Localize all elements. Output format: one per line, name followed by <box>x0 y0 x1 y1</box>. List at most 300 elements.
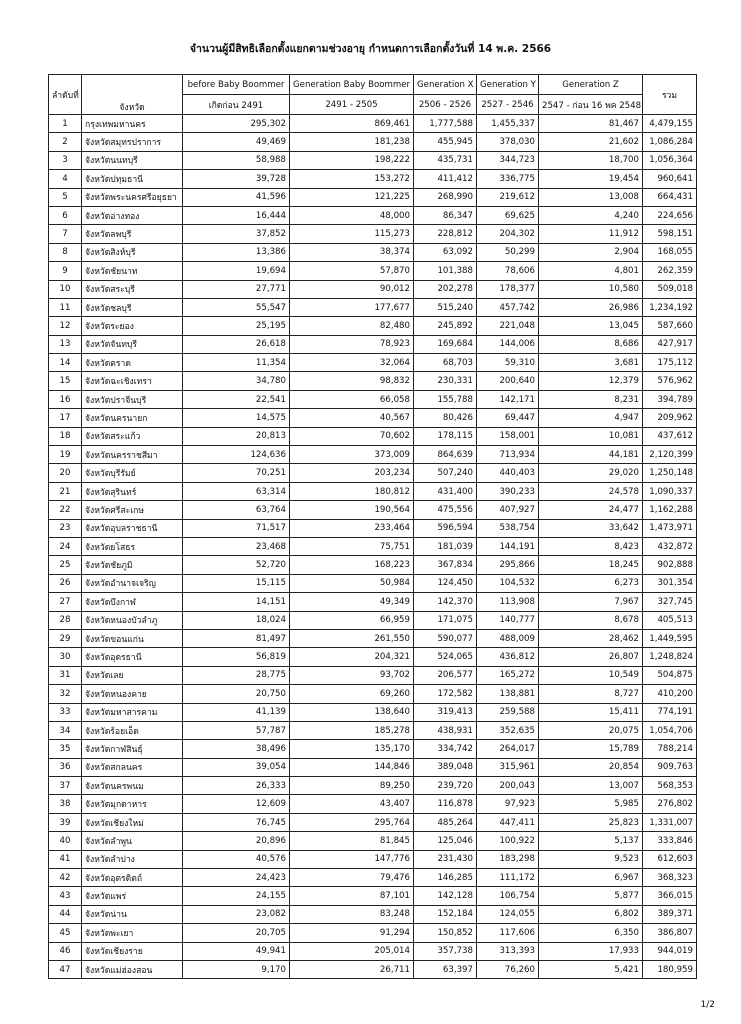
table-body <box>49 115 697 979</box>
cell-idx: 5 <box>49 188 82 206</box>
cell-before-baby-boomer: 38,496 <box>183 740 290 758</box>
header-idx: ลำดับที่ <box>49 75 82 115</box>
cell-total: 1,248,824 <box>643 648 697 666</box>
cell-generation-x: 146,285 <box>414 869 477 887</box>
cell-total: 504,875 <box>643 666 697 684</box>
cell-total: 301,354 <box>643 574 697 592</box>
cell-province: จังหวัดเชียงราย <box>82 942 183 960</box>
cell-baby-boomer: 69,260 <box>290 685 414 703</box>
cell-before-baby-boomer: 22,541 <box>183 390 290 408</box>
cell-generation-z: 15,411 <box>539 703 643 721</box>
cell-before-baby-boomer: 41,139 <box>183 703 290 721</box>
cell-before-baby-boomer: 76,745 <box>183 813 290 831</box>
cell-province: จังหวัดกาฬสินธุ์ <box>82 740 183 758</box>
table-row <box>49 869 697 887</box>
cell-total: 1,331,007 <box>643 813 697 831</box>
cell-generation-x: 206,577 <box>414 666 477 684</box>
cell-before-baby-boomer: 12,609 <box>183 795 290 813</box>
cell-baby-boomer: 147,776 <box>290 850 414 868</box>
cell-generation-z: 10,580 <box>539 280 643 298</box>
cell-total: 333,846 <box>643 832 697 850</box>
cell-idx: 20 <box>49 464 82 482</box>
cell-baby-boomer: 49,349 <box>290 593 414 611</box>
cell-before-baby-boomer: 23,468 <box>183 537 290 555</box>
header-group-range: เกิดก่อน 2491 <box>183 95 290 115</box>
cell-baby-boomer: 48,000 <box>290 206 414 224</box>
cell-before-baby-boomer: 39,054 <box>183 758 290 776</box>
table-row <box>49 335 697 353</box>
cell-generation-z: 4,801 <box>539 262 643 280</box>
cell-before-baby-boomer: 19,694 <box>183 262 290 280</box>
table-row <box>49 280 697 298</box>
cell-generation-y: 538,754 <box>477 519 539 537</box>
cell-generation-x: 1,777,588 <box>414 115 477 133</box>
cell-generation-z: 10,081 <box>539 427 643 445</box>
cell-generation-y: 140,777 <box>477 611 539 629</box>
cell-idx: 27 <box>49 593 82 611</box>
cell-total: 405,513 <box>643 611 697 629</box>
table-row <box>49 372 697 390</box>
cell-generation-z: 9,523 <box>539 850 643 868</box>
cell-generation-x: 202,278 <box>414 280 477 298</box>
cell-before-baby-boomer: 24,155 <box>183 887 290 905</box>
table-row <box>49 685 697 703</box>
cell-before-baby-boomer: 58,988 <box>183 151 290 169</box>
cell-generation-z: 13,007 <box>539 777 643 795</box>
table-row <box>49 850 697 868</box>
cell-before-baby-boomer: 20,705 <box>183 924 290 942</box>
cell-total: 1,086,284 <box>643 133 697 151</box>
cell-province: จังหวัดนครนายก <box>82 409 183 427</box>
cell-total: 1,473,971 <box>643 519 697 537</box>
cell-before-baby-boomer: 14,151 <box>183 593 290 611</box>
table-row <box>49 243 697 261</box>
cell-generation-z: 21,602 <box>539 133 643 151</box>
cell-baby-boomer: 135,170 <box>290 740 414 758</box>
cell-generation-y: 144,006 <box>477 335 539 353</box>
table-row <box>49 225 697 243</box>
table-row <box>49 832 697 850</box>
header-group-range: 2491 - 2505 <box>290 95 414 115</box>
cell-baby-boomer: 93,702 <box>290 666 414 684</box>
cell-total: 598,151 <box>643 225 697 243</box>
table-header <box>49 75 697 115</box>
cell-idx: 21 <box>49 482 82 500</box>
cell-generation-y: 113,908 <box>477 593 539 611</box>
cell-idx: 2 <box>49 133 82 151</box>
cell-idx: 28 <box>49 611 82 629</box>
cell-baby-boomer: 180,812 <box>290 482 414 500</box>
header-group-name: Generation X <box>414 75 477 95</box>
cell-generation-y: 440,403 <box>477 464 539 482</box>
table-row <box>49 740 697 758</box>
table-row <box>49 887 697 905</box>
cell-baby-boomer: 32,064 <box>290 354 414 372</box>
cell-total: 1,162,288 <box>643 501 697 519</box>
cell-generation-x: 245,892 <box>414 317 477 335</box>
cell-generation-x: 228,812 <box>414 225 477 243</box>
cell-generation-z: 8,231 <box>539 390 643 408</box>
cell-idx: 8 <box>49 243 82 261</box>
cell-total: 788,214 <box>643 740 697 758</box>
cell-generation-x: 101,388 <box>414 262 477 280</box>
cell-province: จังหวัดจันทบุรี <box>82 335 183 353</box>
cell-province: จังหวัดอำนาจเจริญ <box>82 574 183 592</box>
header-group-name: before Baby Boommer <box>183 75 290 95</box>
cell-idx: 12 <box>49 317 82 335</box>
cell-generation-x: 455,945 <box>414 133 477 151</box>
cell-generation-y: 106,754 <box>477 887 539 905</box>
cell-generation-z: 24,578 <box>539 482 643 500</box>
cell-idx: 44 <box>49 905 82 923</box>
cell-idx: 41 <box>49 850 82 868</box>
table-row <box>49 262 697 280</box>
table-row <box>49 501 697 519</box>
cell-generation-y: 1,455,337 <box>477 115 539 133</box>
cell-total: 168,055 <box>643 243 697 261</box>
cell-generation-z: 20,854 <box>539 758 643 776</box>
cell-baby-boomer: 90,012 <box>290 280 414 298</box>
cell-baby-boomer: 87,101 <box>290 887 414 905</box>
cell-generation-x: 142,128 <box>414 887 477 905</box>
cell-baby-boomer: 168,223 <box>290 556 414 574</box>
cell-baby-boomer: 115,273 <box>290 225 414 243</box>
cell-baby-boomer: 185,278 <box>290 721 414 739</box>
cell-province: จังหวัดระยอง <box>82 317 183 335</box>
cell-province: จังหวัดหนองคาย <box>82 685 183 703</box>
header-group-name: Generation Baby Boommer <box>290 75 414 95</box>
cell-idx: 47 <box>49 960 82 978</box>
cell-baby-boomer: 121,225 <box>290 188 414 206</box>
table-row <box>49 777 697 795</box>
cell-province: จังหวัดมหาสารคาม <box>82 703 183 721</box>
cell-generation-y: 407,927 <box>477 501 539 519</box>
cell-generation-z: 15,789 <box>539 740 643 758</box>
cell-total: 209,962 <box>643 409 697 427</box>
cell-generation-x: 63,397 <box>414 960 477 978</box>
cell-baby-boomer: 75,751 <box>290 537 414 555</box>
cell-generation-z: 33,642 <box>539 519 643 537</box>
cell-idx: 7 <box>49 225 82 243</box>
cell-total: 437,612 <box>643 427 697 445</box>
cell-before-baby-boomer: 9,170 <box>183 960 290 978</box>
table-row <box>49 298 697 316</box>
cell-generation-x: 63,092 <box>414 243 477 261</box>
cell-idx: 16 <box>49 390 82 408</box>
voter-table <box>48 74 697 979</box>
table-row <box>49 188 697 206</box>
cell-baby-boomer: 70,602 <box>290 427 414 445</box>
cell-before-baby-boomer: 81,497 <box>183 629 290 647</box>
cell-province: จังหวัดนนทบุรี <box>82 151 183 169</box>
cell-before-baby-boomer: 25,195 <box>183 317 290 335</box>
cell-before-baby-boomer: 20,750 <box>183 685 290 703</box>
cell-province: จังหวัดอุดรธานี <box>82 648 183 666</box>
cell-generation-z: 18,700 <box>539 151 643 169</box>
cell-province: จังหวัดชัยนาท <box>82 262 183 280</box>
cell-province: จังหวัดเลย <box>82 666 183 684</box>
cell-generation-y: 69,625 <box>477 206 539 224</box>
cell-baby-boomer: 204,321 <box>290 648 414 666</box>
table-row <box>49 390 697 408</box>
cell-generation-y: 336,775 <box>477 170 539 188</box>
cell-generation-x: 169,684 <box>414 335 477 353</box>
cell-total: 1,234,192 <box>643 298 697 316</box>
cell-idx: 23 <box>49 519 82 537</box>
cell-generation-x: 515,240 <box>414 298 477 316</box>
cell-before-baby-boomer: 18,024 <box>183 611 290 629</box>
cell-province: จังหวัดนครราชสีมา <box>82 446 183 464</box>
cell-before-baby-boomer: 40,576 <box>183 850 290 868</box>
cell-baby-boomer: 181,238 <box>290 133 414 151</box>
cell-generation-x: 231,430 <box>414 850 477 868</box>
cell-generation-y: 124,055 <box>477 905 539 923</box>
cell-province: จังหวัดตราด <box>82 354 183 372</box>
cell-baby-boomer: 78,923 <box>290 335 414 353</box>
cell-total: 1,250,148 <box>643 464 697 482</box>
cell-total: 944,019 <box>643 942 697 960</box>
cell-generation-y: 178,377 <box>477 280 539 298</box>
cell-before-baby-boomer: 41,596 <box>183 188 290 206</box>
cell-generation-z: 5,985 <box>539 795 643 813</box>
cell-total: 327,745 <box>643 593 697 611</box>
cell-generation-x: 116,878 <box>414 795 477 813</box>
cell-generation-z: 3,681 <box>539 354 643 372</box>
cell-before-baby-boomer: 63,764 <box>183 501 290 519</box>
cell-generation-x: 357,738 <box>414 942 477 960</box>
cell-idx: 4 <box>49 170 82 188</box>
cell-generation-y: 344,723 <box>477 151 539 169</box>
cell-province: จังหวัดอุตรดิตถ์ <box>82 869 183 887</box>
cell-before-baby-boomer: 57,787 <box>183 721 290 739</box>
cell-idx: 32 <box>49 685 82 703</box>
table-row <box>49 942 697 960</box>
cell-generation-x: 524,065 <box>414 648 477 666</box>
cell-baby-boomer: 198,222 <box>290 151 414 169</box>
cell-generation-y: 457,742 <box>477 298 539 316</box>
cell-total: 4,479,155 <box>643 115 697 133</box>
cell-baby-boomer: 89,250 <box>290 777 414 795</box>
cell-generation-z: 8,686 <box>539 335 643 353</box>
cell-generation-z: 4,240 <box>539 206 643 224</box>
cell-generation-y: 78,606 <box>477 262 539 280</box>
cell-generation-z: 18,245 <box>539 556 643 574</box>
cell-baby-boomer: 83,248 <box>290 905 414 923</box>
cell-total: 909,763 <box>643 758 697 776</box>
cell-idx: 42 <box>49 869 82 887</box>
cell-total: 410,200 <box>643 685 697 703</box>
cell-idx: 25 <box>49 556 82 574</box>
cell-total: 427,917 <box>643 335 697 353</box>
cell-idx: 1 <box>49 115 82 133</box>
table-row <box>49 905 697 923</box>
cell-idx: 6 <box>49 206 82 224</box>
cell-province: จังหวัดอุบลราชธานี <box>82 519 183 537</box>
cell-idx: 43 <box>49 887 82 905</box>
cell-generation-y: 390,233 <box>477 482 539 500</box>
cell-generation-y: 200,043 <box>477 777 539 795</box>
cell-generation-y: 315,961 <box>477 758 539 776</box>
cell-province: จังหวัดชลบุรี <box>82 298 183 316</box>
cell-idx: 11 <box>49 298 82 316</box>
cell-generation-z: 25,823 <box>539 813 643 831</box>
cell-before-baby-boomer: 52,720 <box>183 556 290 574</box>
cell-generation-x: 864,639 <box>414 446 477 464</box>
cell-province: จังหวัดพะเยา <box>82 924 183 942</box>
cell-generation-z: 2,904 <box>539 243 643 261</box>
cell-generation-y: 259,588 <box>477 703 539 721</box>
cell-idx: 35 <box>49 740 82 758</box>
cell-generation-y: 76,260 <box>477 960 539 978</box>
cell-idx: 19 <box>49 446 82 464</box>
cell-baby-boomer: 38,374 <box>290 243 414 261</box>
cell-province: จังหวัดสระบุรี <box>82 280 183 298</box>
cell-baby-boomer: 50,984 <box>290 574 414 592</box>
cell-baby-boomer: 79,476 <box>290 869 414 887</box>
header-group-name: Generation Y <box>477 75 539 95</box>
cell-generation-z: 10,549 <box>539 666 643 684</box>
cell-province: จังหวัดมุกดาหาร <box>82 795 183 813</box>
cell-generation-x: 475,556 <box>414 501 477 519</box>
cell-idx: 10 <box>49 280 82 298</box>
cell-total: 224,656 <box>643 206 697 224</box>
cell-generation-x: 178,115 <box>414 427 477 445</box>
cell-generation-y: 104,532 <box>477 574 539 592</box>
cell-generation-y: 144,191 <box>477 537 539 555</box>
table-row <box>49 611 697 629</box>
cell-generation-x: 155,788 <box>414 390 477 408</box>
table-row <box>49 317 697 335</box>
cell-generation-y: 138,881 <box>477 685 539 703</box>
cell-before-baby-boomer: 55,547 <box>183 298 290 316</box>
cell-province: จังหวัดฉะเชิงเทรา <box>82 372 183 390</box>
cell-baby-boomer: 190,564 <box>290 501 414 519</box>
table-row <box>49 556 697 574</box>
cell-province: จังหวัดสิงห์บุรี <box>82 243 183 261</box>
page-number: 1/2 <box>700 1000 715 1010</box>
table-row <box>49 115 697 133</box>
cell-total: 902,888 <box>643 556 697 574</box>
table-row <box>49 151 697 169</box>
table-row <box>49 519 697 537</box>
cell-total: 276,802 <box>643 795 697 813</box>
cell-generation-x: 431,400 <box>414 482 477 500</box>
cell-generation-x: 319,413 <box>414 703 477 721</box>
cell-generation-x: 389,048 <box>414 758 477 776</box>
cell-idx: 24 <box>49 537 82 555</box>
cell-baby-boomer: 295,764 <box>290 813 414 831</box>
cell-province: จังหวัดยโสธร <box>82 537 183 555</box>
cell-before-baby-boomer: 34,780 <box>183 372 290 390</box>
cell-generation-y: 59,310 <box>477 354 539 372</box>
cell-idx: 33 <box>49 703 82 721</box>
cell-province: จังหวัดสมุทรปราการ <box>82 133 183 151</box>
cell-before-baby-boomer: 63,314 <box>183 482 290 500</box>
table-row <box>49 409 697 427</box>
cell-generation-x: 125,046 <box>414 832 477 850</box>
cell-idx: 29 <box>49 629 82 647</box>
cell-generation-z: 5,137 <box>539 832 643 850</box>
cell-before-baby-boomer: 11,354 <box>183 354 290 372</box>
cell-idx: 3 <box>49 151 82 169</box>
table-row <box>49 648 697 666</box>
cell-generation-y: 713,934 <box>477 446 539 464</box>
cell-province: จังหวัดหนองบัวลำภู <box>82 611 183 629</box>
cell-total: 366,015 <box>643 887 697 905</box>
table-row <box>49 354 697 372</box>
cell-idx: 15 <box>49 372 82 390</box>
cell-generation-x: 334,742 <box>414 740 477 758</box>
cell-total: 386,807 <box>643 924 697 942</box>
cell-province: จังหวัดสกลนคร <box>82 758 183 776</box>
cell-total: 509,018 <box>643 280 697 298</box>
cell-generation-x: 367,834 <box>414 556 477 574</box>
cell-generation-z: 24,477 <box>539 501 643 519</box>
cell-generation-x: 590,077 <box>414 629 477 647</box>
cell-total: 2,120,399 <box>643 446 697 464</box>
cell-total: 389,371 <box>643 905 697 923</box>
table-row <box>49 206 697 224</box>
cell-province: จังหวัดลำปาง <box>82 850 183 868</box>
cell-before-baby-boomer: 49,941 <box>183 942 290 960</box>
cell-generation-y: 97,923 <box>477 795 539 813</box>
cell-generation-y: 221,048 <box>477 317 539 335</box>
table-row <box>49 464 697 482</box>
cell-idx: 30 <box>49 648 82 666</box>
cell-total: 432,872 <box>643 537 697 555</box>
cell-before-baby-boomer: 27,771 <box>183 280 290 298</box>
table-row <box>49 133 697 151</box>
table-row <box>49 960 697 978</box>
cell-generation-y: 158,001 <box>477 427 539 445</box>
cell-generation-y: 117,606 <box>477 924 539 942</box>
cell-total: 1,056,364 <box>643 151 697 169</box>
cell-idx: 17 <box>49 409 82 427</box>
header-group-range: 2506 - 2526 <box>414 95 477 115</box>
cell-generation-y: 183,298 <box>477 850 539 868</box>
cell-generation-z: 6,802 <box>539 905 643 923</box>
cell-generation-x: 181,039 <box>414 537 477 555</box>
cell-province: จังหวัดศรีสะเกษ <box>82 501 183 519</box>
cell-province: จังหวัดนครพนม <box>82 777 183 795</box>
cell-generation-z: 5,877 <box>539 887 643 905</box>
cell-before-baby-boomer: 24,423 <box>183 869 290 887</box>
cell-generation-x: 86,347 <box>414 206 477 224</box>
cell-province: จังหวัดบุรีรัมย์ <box>82 464 183 482</box>
table-row <box>49 446 697 464</box>
cell-baby-boomer: 177,677 <box>290 298 414 316</box>
cell-before-baby-boomer: 37,852 <box>183 225 290 243</box>
cell-generation-x: 172,582 <box>414 685 477 703</box>
cell-province: จังหวัดชัยภูมิ <box>82 556 183 574</box>
cell-idx: 40 <box>49 832 82 850</box>
cell-before-baby-boomer: 39,728 <box>183 170 290 188</box>
cell-baby-boomer: 373,009 <box>290 446 414 464</box>
cell-generation-z: 6,967 <box>539 869 643 887</box>
cell-baby-boomer: 138,640 <box>290 703 414 721</box>
cell-total: 576,962 <box>643 372 697 390</box>
cell-before-baby-boomer: 13,386 <box>183 243 290 261</box>
cell-generation-y: 111,172 <box>477 869 539 887</box>
table-row <box>49 482 697 500</box>
header-total: รวม <box>643 75 697 115</box>
cell-total: 1,449,595 <box>643 629 697 647</box>
cell-generation-x: 230,331 <box>414 372 477 390</box>
cell-generation-z: 13,045 <box>539 317 643 335</box>
cell-total: 175,112 <box>643 354 697 372</box>
cell-baby-boomer: 26,711 <box>290 960 414 978</box>
cell-generation-z: 44,181 <box>539 446 643 464</box>
